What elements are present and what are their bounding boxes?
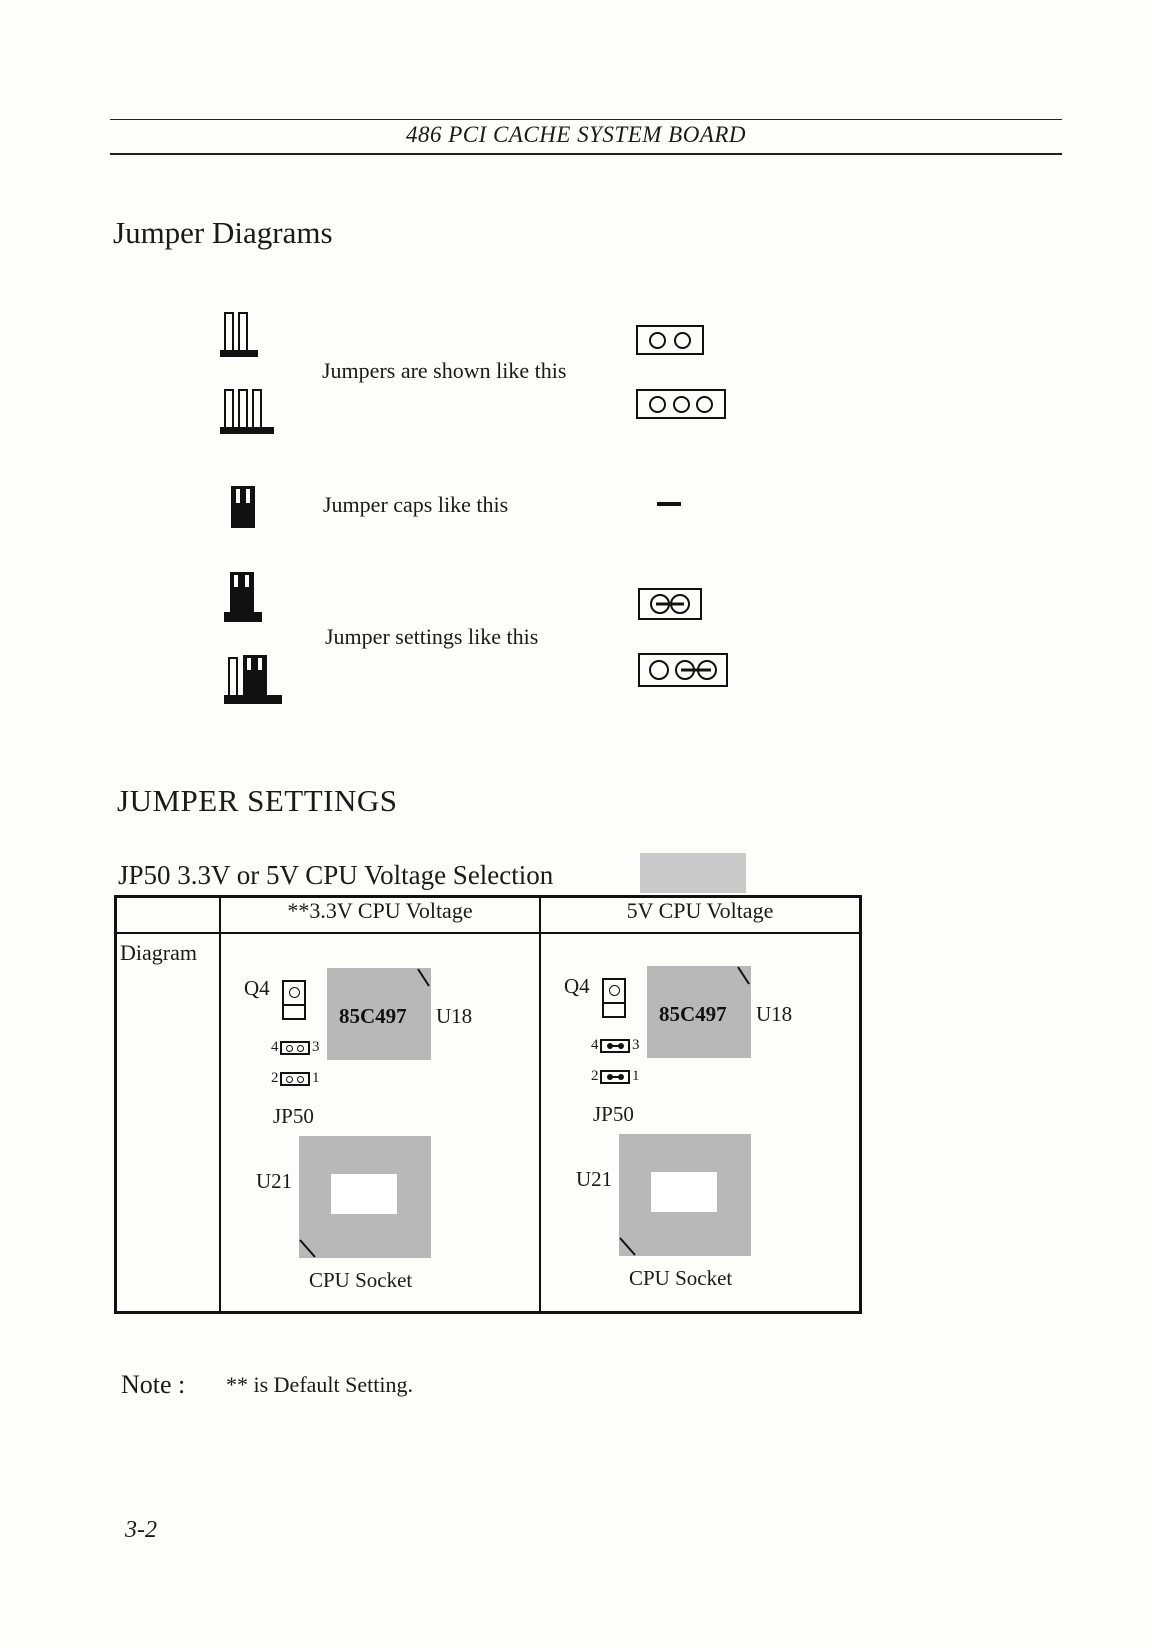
q4-label: Q4 [564, 974, 590, 998]
chip-notch-mark [417, 968, 431, 988]
pin3-label: 3 [312, 1039, 320, 1055]
diagram-label: Diagram [120, 940, 197, 965]
two-pin-symbol [636, 325, 704, 355]
jp50-pins-lower [280, 1072, 310, 1086]
open-pin-icon [297, 1045, 304, 1052]
pin1-label: 1 [312, 1070, 320, 1086]
header-rule-bottom [110, 153, 1062, 155]
two-pin-closed-symbol [638, 588, 704, 622]
pin2-label: 2 [591, 1068, 599, 1084]
jp50-label: JP50 [593, 1102, 634, 1126]
pin-circle-icon [674, 332, 691, 349]
capped-three-pin-jumper-icon [224, 655, 284, 707]
note-text: ** is Default Setting. [226, 1372, 413, 1397]
col-header-3v3: **3.3V CPU Voltage [220, 897, 540, 934]
cpu-socket-label: CPU Socket [309, 1268, 413, 1292]
row-label-cell [116, 933, 221, 1313]
open-pin-icon [286, 1076, 293, 1083]
u21-label: U21 [576, 1167, 613, 1191]
diagram-3v3-cell [220, 933, 540, 1313]
q4-component [282, 980, 306, 1020]
open-pin-icon [286, 1045, 293, 1052]
closed-pin-icon [618, 1043, 624, 1049]
diagram-5v-cell [540, 933, 861, 1313]
jp50-pins-upper [600, 1039, 630, 1053]
chip-label: 85C497 [339, 1004, 407, 1028]
header-rule-top [110, 119, 1062, 120]
pin4-label: 4 [271, 1039, 279, 1055]
two-pin-jumper-icon [220, 310, 260, 360]
q4-component [602, 978, 626, 1018]
u18-label: U18 [756, 1002, 793, 1026]
socket-notch-mark [299, 1239, 319, 1259]
socket-center [651, 1172, 717, 1212]
jumper-cap-icon [230, 485, 258, 531]
pin1-label: 1 [632, 1068, 640, 1084]
u18-label: U18 [436, 1004, 473, 1028]
note-label: Note : [121, 1370, 186, 1399]
open-pin-icon [297, 1076, 304, 1083]
board-diagram-5v [541, 934, 859, 1311]
cpu-socket-label: CPU Socket [629, 1266, 733, 1290]
title-shade [640, 853, 746, 893]
socket-notch-mark [619, 1237, 639, 1257]
socket-center [331, 1174, 397, 1214]
running-title: 486 PCI CACHE SYSTEM BOARD [405, 122, 747, 147]
jp50-label: JP50 [273, 1104, 314, 1128]
pin-circle-icon [696, 396, 713, 413]
jp50-table [114, 895, 862, 1314]
three-pin-jumper-icon [220, 385, 276, 441]
u21-label: U21 [256, 1169, 293, 1193]
pin-circle-icon [649, 396, 666, 413]
col-header-5v: 5V CPU Voltage [540, 897, 861, 934]
jumper-caps-description: Jumper caps like this [323, 492, 509, 517]
capped-two-pin-jumper-icon [224, 572, 264, 628]
cap-symbol [657, 502, 681, 506]
jp50-pins-upper [280, 1041, 310, 1055]
jp50-pins-lower [600, 1070, 630, 1084]
page-number: 3-2 [125, 1517, 157, 1543]
three-pin-symbol [636, 389, 726, 419]
jumper-settings-description: Jumper settings like this [325, 624, 539, 649]
q4-label: Q4 [244, 976, 270, 1000]
header-empty-cell [116, 897, 221, 934]
pin3-label: 3 [632, 1037, 640, 1053]
section-title-jumper-settings: JUMPER SETTINGS [117, 783, 398, 818]
pin4-label: 4 [591, 1037, 599, 1053]
chip-notch-mark [737, 966, 751, 986]
board-diagram-3v3 [221, 934, 539, 1311]
jumpers-description: Jumpers are shown like this [322, 358, 567, 383]
pin-circle-icon [649, 332, 666, 349]
closed-pin-icon [618, 1074, 624, 1080]
pin-circle-icon [673, 396, 690, 413]
jp50-title: JP50 3.3V or 5V CPU Voltage Selection [118, 860, 554, 890]
pin2-label: 2 [271, 1070, 279, 1086]
three-pin-closed-symbol [638, 653, 730, 689]
chip-label: 85C497 [659, 1002, 727, 1026]
section-title-jumper-diagrams: Jumper Diagrams [113, 215, 333, 250]
